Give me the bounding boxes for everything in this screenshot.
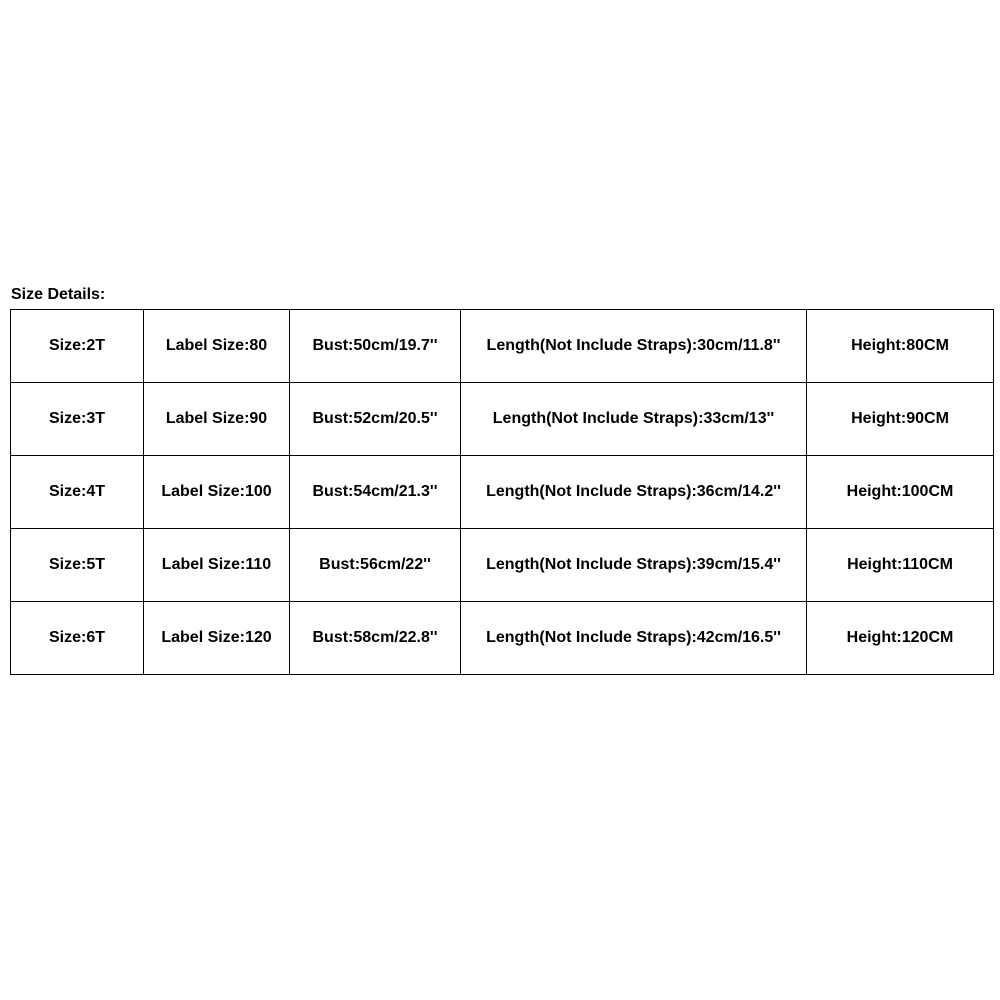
- table-row: [11, 529, 994, 602]
- height-cell: Height:110CM: [807, 529, 994, 602]
- bust-cell: Bust:52cm/20.5'': [290, 383, 461, 456]
- length-cell: Length(Not Include Straps):33cm/13'': [461, 383, 807, 456]
- size-cell: Size:4T: [11, 456, 144, 529]
- size-cell: Size:3T: [11, 383, 144, 456]
- bust-cell: Bust:54cm/21.3'': [290, 456, 461, 529]
- bust-cell: Bust:58cm/22.8'': [290, 602, 461, 675]
- label-size-cell: Label Size:110: [144, 529, 290, 602]
- height-cell: Height:90CM: [807, 383, 994, 456]
- length-cell: Length(Not Include Straps):30cm/11.8'': [461, 310, 807, 383]
- table-row: [11, 602, 994, 675]
- table-row: [11, 456, 994, 529]
- size-chart-table: [10, 309, 994, 675]
- size-cell: Size:5T: [11, 529, 144, 602]
- label-size-cell: Label Size:90: [144, 383, 290, 456]
- size-details-heading: Size Details:: [11, 286, 106, 303]
- label-size-cell: Label Size:120: [144, 602, 290, 675]
- table-row: [11, 310, 994, 383]
- size-cell: Size:6T: [11, 602, 144, 675]
- height-cell: Height:120CM: [807, 602, 994, 675]
- label-size-cell: Label Size:100: [144, 456, 290, 529]
- bust-cell: Bust:56cm/22'': [290, 529, 461, 602]
- length-cell: Length(Not Include Straps):42cm/16.5'': [461, 602, 807, 675]
- size-cell: Size:2T: [11, 310, 144, 383]
- height-cell: Height:80CM: [807, 310, 994, 383]
- height-cell: Height:100CM: [807, 456, 994, 529]
- label-size-cell: Label Size:80: [144, 310, 290, 383]
- length-cell: Length(Not Include Straps):39cm/15.4'': [461, 529, 807, 602]
- bust-cell: Bust:50cm/19.7'': [290, 310, 461, 383]
- table-row: [11, 383, 994, 456]
- length-cell: Length(Not Include Straps):36cm/14.2'': [461, 456, 807, 529]
